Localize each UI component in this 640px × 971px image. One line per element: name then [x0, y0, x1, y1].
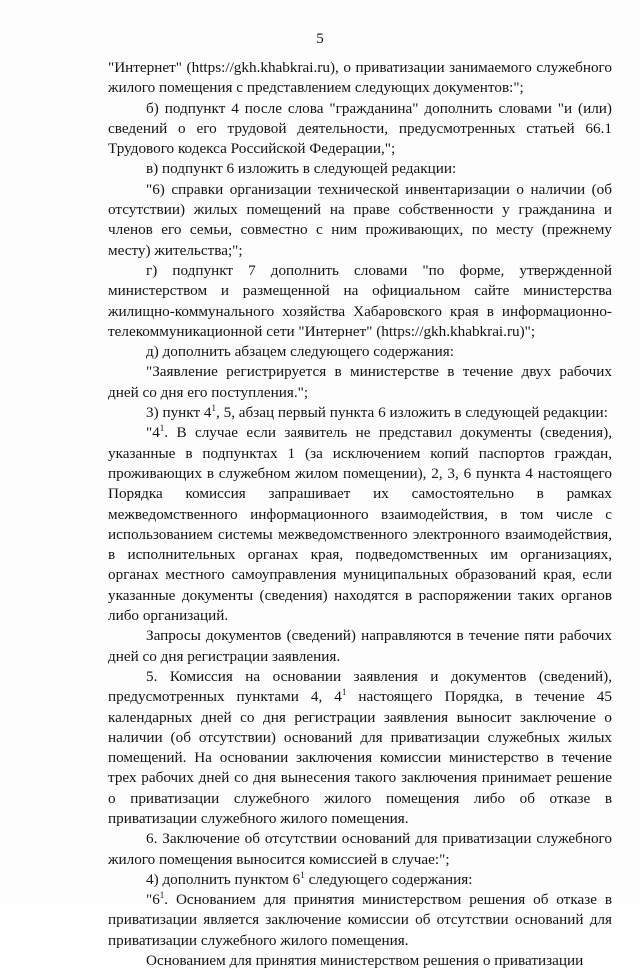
paragraph-text: в) подпункт 6 изложить в следующей редакции: — [146, 160, 457, 178]
paragraph-13 — [108, 870, 612, 890]
paragraph-8 — [108, 403, 612, 423]
paragraph-text: 4) дополнить пунктом 6 — [146, 870, 301, 888]
paragraph-12 — [108, 829, 612, 870]
paragraph-text: Запросы документов (сведений) направляются в течение пяти рабочих дней со дня регистрации заявления. — [108, 627, 612, 665]
paragraph-text: . Основанием для принятия министерством решения об отказе в приватизации является заключение комиссии об отсутствии оснований для приватизации служебного жилого помещения. — [108, 891, 612, 949]
paragraph-text: 5. Комиссия на основании заявления и документов (сведений), предусмотренных пунктами 4, 4 — [108, 667, 612, 706]
paragraph-text: "6 — [146, 891, 160, 909]
paragraph-7 — [108, 362, 612, 403]
paragraph-text: "Заявление регистрируется в министерстве в течение двух рабочих дней со дня его поступления."; — [108, 363, 612, 401]
superscript: 1 — [211, 403, 217, 414]
paragraph-text: 6. Заключение об отсутствии оснований для приватизации служебного жилого помещения выносится комиссией в случае:"; — [108, 830, 612, 868]
paragraph-9 — [108, 423, 612, 626]
paragraph-text: б) подпункт 4 после слова "гражданина" дополнить словами "и (или) сведений о его трудовой деятельности, предусмотренных статьей 66.1 Трудового кодекса Российской Федерации,"; — [108, 99, 612, 158]
paragraph-6 — [108, 342, 612, 362]
paragraph-text: "6) справки организации технической инвентаризации о наличии (об отсутствии) жилых помещений на праве собственности у гражданина и членов его семьи, совместно с ним проживающих, по месту (прежнему месту) жительства;"; — [108, 180, 612, 259]
paragraph-3 — [108, 159, 612, 179]
paragraph-text: настоящего Порядка, в течение 45 календарных дней со дня регистрации заявления выносит заключение о наличии (об отсутствии) оснований для приватизации служебных жилых помещений. На основании заключения комиссии министерство в течение трех рабочих дней со дня вынесения такого заключения принимает решение о приватизации служебного жилого помещения либо об отказе в приватизации служебного жилого помещения. — [108, 688, 612, 827]
paragraph-4 — [108, 180, 612, 261]
paragraph-text: г) подпункт 7 дополнить словами "по форме, утвержденной министерством и размещенной на официальном сайте министерства жилищно-коммунального хозяйства Хабаровского края в информационно-телекоммуникационной сети "Интернет" (https://gkh.khabkrai.ru)"; — [108, 261, 612, 340]
paragraph-text: . В случае если заявитель не представил документы (сведения), указанные в подпунктах 1 (за исключением копий паспортов граждан, проживающих в служебном жилом помещении), 2, 3, 6 пункта 4 настоящего Порядка комиссия запрашивает их самостоятельно в рамках межведомственного информационного взаимодействия, в том числе с использованием системы межведомственного электронного взаимодействия, в исполнительных органах края, подведомственных им организациях, органах местного самоуправления муниципальных образований края, если указанные документы (сведения) находятся в распоряжении таких органов либо организаций. — [108, 424, 612, 625]
superscript: 1 — [341, 687, 347, 698]
paragraph-10 — [108, 626, 612, 667]
paragraph-1 — [108, 58, 612, 99]
superscript: 1 — [300, 869, 305, 880]
superscript: 1 — [159, 423, 165, 434]
paragraph-2 — [108, 99, 612, 160]
paragraph-15 — [108, 951, 612, 971]
paragraph-11 — [108, 667, 612, 829]
paragraph-text: Основанием для принятия министерством решения о приватизации — [146, 952, 584, 970]
paragraph-text: 3) пункт 4 — [146, 404, 212, 422]
paragraph-text: следующего содержания: — [304, 870, 473, 888]
paragraph-text: д) дополнить абзацем следующего содержания: — [146, 343, 454, 361]
paragraph-5 — [108, 261, 612, 342]
paragraph-text: "Интернет" (https://gkh.khabkrai.ru), о приватизации занимаемого служебного жилого помещения с представлением следующих документов:"; — [108, 59, 612, 97]
paragraph-text: , 5, абзац первый пункта 6 изложить в следующей редакции: — [216, 404, 608, 422]
superscript: 1 — [159, 890, 165, 901]
page-number: 5 — [316, 31, 324, 47]
paragraph-text: "4 — [146, 424, 160, 442]
document-body — [108, 58, 612, 971]
paragraph-14 — [108, 890, 612, 951]
